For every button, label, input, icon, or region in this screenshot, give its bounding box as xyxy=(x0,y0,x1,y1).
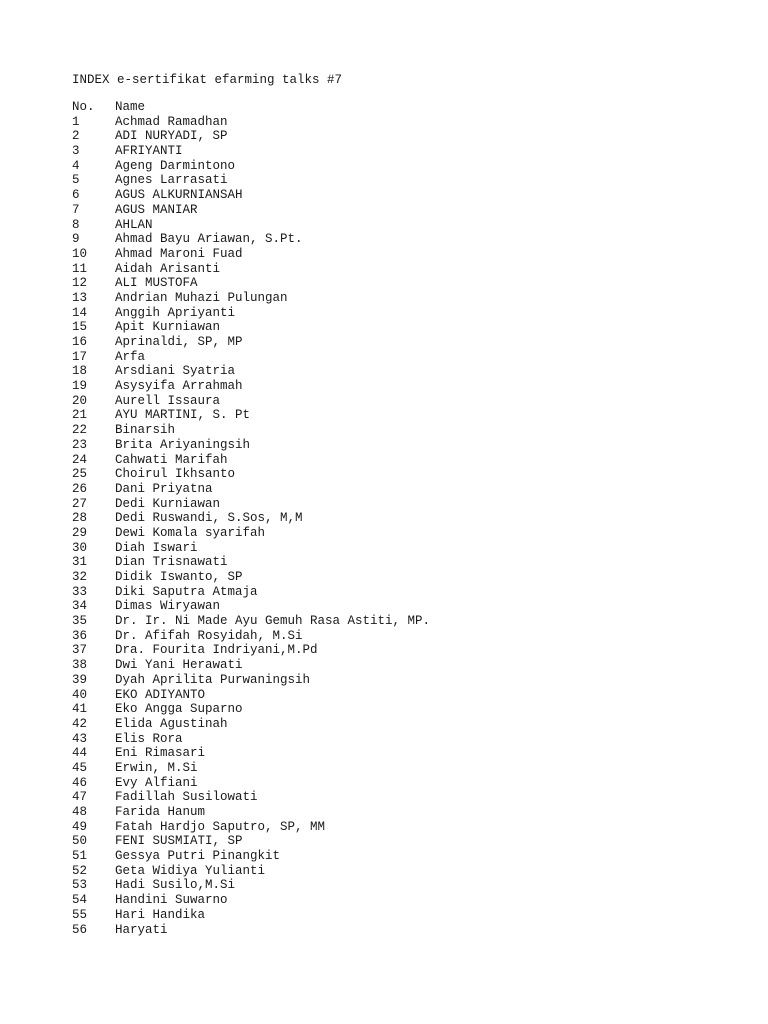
table-row xyxy=(72,203,752,218)
participant-name: Geta Widiya Yulianti xyxy=(115,863,266,878)
table-row xyxy=(72,923,752,938)
table-row xyxy=(72,893,752,908)
participant-name: Aidah Arisanti xyxy=(115,261,221,276)
table-row xyxy=(72,115,752,130)
table-row xyxy=(72,614,752,629)
participant-name: AYU MARTINI, S. Pt xyxy=(115,408,251,423)
table-row xyxy=(72,776,752,791)
row-number: 50 xyxy=(72,834,88,849)
row-number: 34 xyxy=(72,599,88,614)
table-row xyxy=(72,673,752,688)
table-row xyxy=(72,585,752,600)
table-row xyxy=(72,497,752,512)
row-number: 54 xyxy=(72,893,88,908)
row-number: 31 xyxy=(72,555,88,570)
table-row xyxy=(72,423,752,438)
participant-name: AGUS ALKURNIANSAH xyxy=(115,188,243,203)
row-number: 12 xyxy=(72,276,88,291)
participant-name: Haryati xyxy=(115,922,168,937)
row-number: 51 xyxy=(72,849,88,864)
participant-name: AGUS MANIAR xyxy=(115,202,198,217)
document-title: INDEX e-sertifikat efarming talks #7 xyxy=(72,73,343,87)
table-row xyxy=(72,849,752,864)
row-number: 35 xyxy=(72,614,88,629)
row-number: 5 xyxy=(72,173,80,188)
participant-name: Dani Priyatna xyxy=(115,481,213,496)
table-row xyxy=(72,262,752,277)
row-number: 21 xyxy=(72,408,88,423)
participant-name: AFRIYANTI xyxy=(115,144,183,159)
row-number: 52 xyxy=(72,863,88,878)
row-number: 17 xyxy=(72,349,88,364)
participant-name: ALI MUSTOFA xyxy=(115,276,198,291)
table-row xyxy=(72,820,752,835)
participant-name: Erwin, M.Si xyxy=(115,760,198,775)
row-number: 49 xyxy=(72,819,88,834)
participant-name: Cahwati Marifah xyxy=(115,452,228,467)
row-number: 15 xyxy=(72,320,88,335)
participant-name: Eko Angga Suparno xyxy=(115,702,243,717)
row-number: 39 xyxy=(72,672,88,687)
participant-name: Fadillah Susilowati xyxy=(115,790,258,805)
row-number: 36 xyxy=(72,628,88,643)
table-row xyxy=(72,541,752,556)
participant-name: Andrian Muhazi Pulungan xyxy=(115,290,288,305)
participant-name: Choirul Ikhsanto xyxy=(115,467,236,482)
row-number: 25 xyxy=(72,467,88,482)
row-number: 43 xyxy=(72,731,88,746)
row-number: 16 xyxy=(72,335,88,349)
row-number: 23 xyxy=(72,437,88,452)
participant-name: Aprinaldi, SP, MP xyxy=(115,335,243,349)
row-number: 14 xyxy=(72,305,88,320)
table-row xyxy=(72,129,752,144)
table-row xyxy=(72,306,752,321)
table-row xyxy=(72,599,752,614)
participant-name: Handini Suwarno xyxy=(115,893,228,908)
row-number: 11 xyxy=(72,261,88,276)
participant-name: Anggih Apriyanti xyxy=(115,305,236,320)
participant-name: Arsdiani Syatria xyxy=(115,364,236,379)
table-row xyxy=(72,643,752,658)
row-number: 32 xyxy=(72,570,88,584)
table-row xyxy=(72,247,752,262)
table-row xyxy=(72,320,752,335)
column-header-no: No. xyxy=(72,100,95,114)
table-row xyxy=(72,159,752,174)
participant-name: Diah Iswari xyxy=(115,540,198,555)
table-row xyxy=(72,629,752,644)
row-number: 33 xyxy=(72,584,88,599)
row-number: 38 xyxy=(72,658,88,673)
row-number: 22 xyxy=(72,423,88,438)
table-row xyxy=(72,144,752,159)
participant-name: ADI NURYADI, SP xyxy=(115,129,228,144)
table-row xyxy=(72,790,752,805)
row-number: 8 xyxy=(72,217,80,232)
row-number: 56 xyxy=(72,922,88,937)
row-number: 41 xyxy=(72,702,88,717)
participant-name: Diki Saputra Atmaja xyxy=(115,584,258,599)
row-number: 30 xyxy=(72,540,88,555)
table-row xyxy=(72,511,752,526)
participant-name: Asysyifa Arrahmah xyxy=(115,379,243,394)
participant-name: Didik Iswanto, SP xyxy=(115,570,243,584)
table-row xyxy=(72,173,752,188)
row-number: 13 xyxy=(72,290,88,305)
row-number: 20 xyxy=(72,393,88,408)
row-number: 29 xyxy=(72,525,88,540)
table-row xyxy=(72,291,752,306)
table-row xyxy=(72,746,752,761)
participant-name: Ageng Darmintono xyxy=(115,158,236,173)
participant-name: Hadi Susilo,M.Si xyxy=(115,878,236,893)
table-row xyxy=(72,570,752,585)
row-number: 27 xyxy=(72,496,88,511)
row-number: 47 xyxy=(72,790,88,805)
table-row xyxy=(72,467,752,482)
participant-name: Dra. Fourita Indriyani,M.Pd xyxy=(115,643,318,658)
table-row xyxy=(72,482,752,497)
table-row xyxy=(72,688,752,703)
row-number: 4 xyxy=(72,158,80,173)
row-number: 45 xyxy=(72,760,88,775)
row-number: 44 xyxy=(72,746,88,761)
row-number: 53 xyxy=(72,878,88,893)
row-number: 10 xyxy=(72,246,88,261)
table-row xyxy=(72,555,752,570)
row-number: 40 xyxy=(72,687,88,702)
table-row xyxy=(72,761,752,776)
participant-name: Apit Kurniawan xyxy=(115,320,221,335)
row-number: 37 xyxy=(72,643,88,658)
participant-name: Ahmad Maroni Fuad xyxy=(115,246,243,261)
participant-name: Evy Alfiani xyxy=(115,775,198,790)
table-row xyxy=(72,834,752,849)
table-row xyxy=(72,864,752,879)
table-row xyxy=(72,702,752,717)
participant-name: Dedi Kurniawan xyxy=(115,496,221,511)
participant-name: Elis Rora xyxy=(115,731,183,746)
participant-name: Dimas Wiryawan xyxy=(115,599,221,614)
row-number: 19 xyxy=(72,379,88,394)
participant-name: AHLAN xyxy=(115,217,153,232)
participant-name: Dr. Ir. Ni Made Ayu Gemuh Rasa Astiti, MP. xyxy=(115,614,431,629)
participant-name: Dwi Yani Herawati xyxy=(115,658,243,673)
row-number: 3 xyxy=(72,144,80,159)
row-number: 28 xyxy=(72,511,88,526)
table-row xyxy=(72,878,752,893)
table-row xyxy=(72,658,752,673)
table-row xyxy=(72,364,752,379)
table-row xyxy=(72,394,752,409)
participant-name: Dr. Afifah Rosyidah, M.Si xyxy=(115,628,303,643)
participant-name: Arfa xyxy=(115,349,146,364)
row-number: 55 xyxy=(72,907,88,922)
participant-name: Hari Handika xyxy=(115,907,206,922)
participant-name: Dewi Komala syarifah xyxy=(115,525,266,540)
table-row xyxy=(72,276,752,291)
table-header-row xyxy=(72,100,752,115)
row-number: 18 xyxy=(72,364,88,379)
table-body xyxy=(72,115,752,938)
row-number: 1 xyxy=(72,114,80,129)
participant-name: Ahmad Bayu Ariawan, S.Pt. xyxy=(115,232,303,247)
row-number: 48 xyxy=(72,805,88,819)
table-row xyxy=(72,188,752,203)
participant-name: Binarsih xyxy=(115,423,176,438)
table-row xyxy=(72,218,752,233)
participant-name: Agnes Larrasati xyxy=(115,173,228,188)
table-row xyxy=(72,438,752,453)
table-row xyxy=(72,335,752,350)
row-number: 6 xyxy=(72,188,80,203)
participant-name: Brita Ariyaningsih xyxy=(115,437,251,452)
column-header-name: Name xyxy=(115,100,146,114)
participant-name: Gessya Putri Pinangkit xyxy=(115,849,281,864)
table-row xyxy=(72,408,752,423)
table-row xyxy=(72,526,752,541)
participant-name: Eni Rimasari xyxy=(115,746,206,761)
participant-name: EKO ADIYANTO xyxy=(115,687,206,702)
table-row xyxy=(72,805,752,820)
table-row xyxy=(72,453,752,468)
participant-name: Aurell Issaura xyxy=(115,393,221,408)
participant-name: Fatah Hardjo Saputro, SP, MM xyxy=(115,819,326,834)
participant-name: Achmad Ramadhan xyxy=(115,114,228,129)
row-number: 26 xyxy=(72,481,88,496)
participant-table xyxy=(72,100,752,937)
participant-name: Dyah Aprilita Purwaningsih xyxy=(115,672,311,687)
table-row xyxy=(72,732,752,747)
participant-name: Elida Agustinah xyxy=(115,716,228,731)
table-row xyxy=(72,379,752,394)
row-number: 42 xyxy=(72,716,88,731)
row-number: 2 xyxy=(72,129,80,144)
row-number: 24 xyxy=(72,452,88,467)
row-number: 9 xyxy=(72,232,80,247)
table-row xyxy=(72,350,752,365)
row-number: 7 xyxy=(72,202,80,217)
table-row xyxy=(72,908,752,923)
participant-name: Dian Trisnawati xyxy=(115,555,228,570)
table-row xyxy=(72,717,752,732)
participant-name: Dedi Ruswandi, S.Sos, M,M xyxy=(115,511,303,526)
document-page xyxy=(72,71,752,937)
participant-name: Farida Hanum xyxy=(115,805,206,819)
table-row xyxy=(72,232,752,247)
participant-name: FENI SUSMIATI, SP xyxy=(115,834,243,849)
row-number: 46 xyxy=(72,775,88,790)
